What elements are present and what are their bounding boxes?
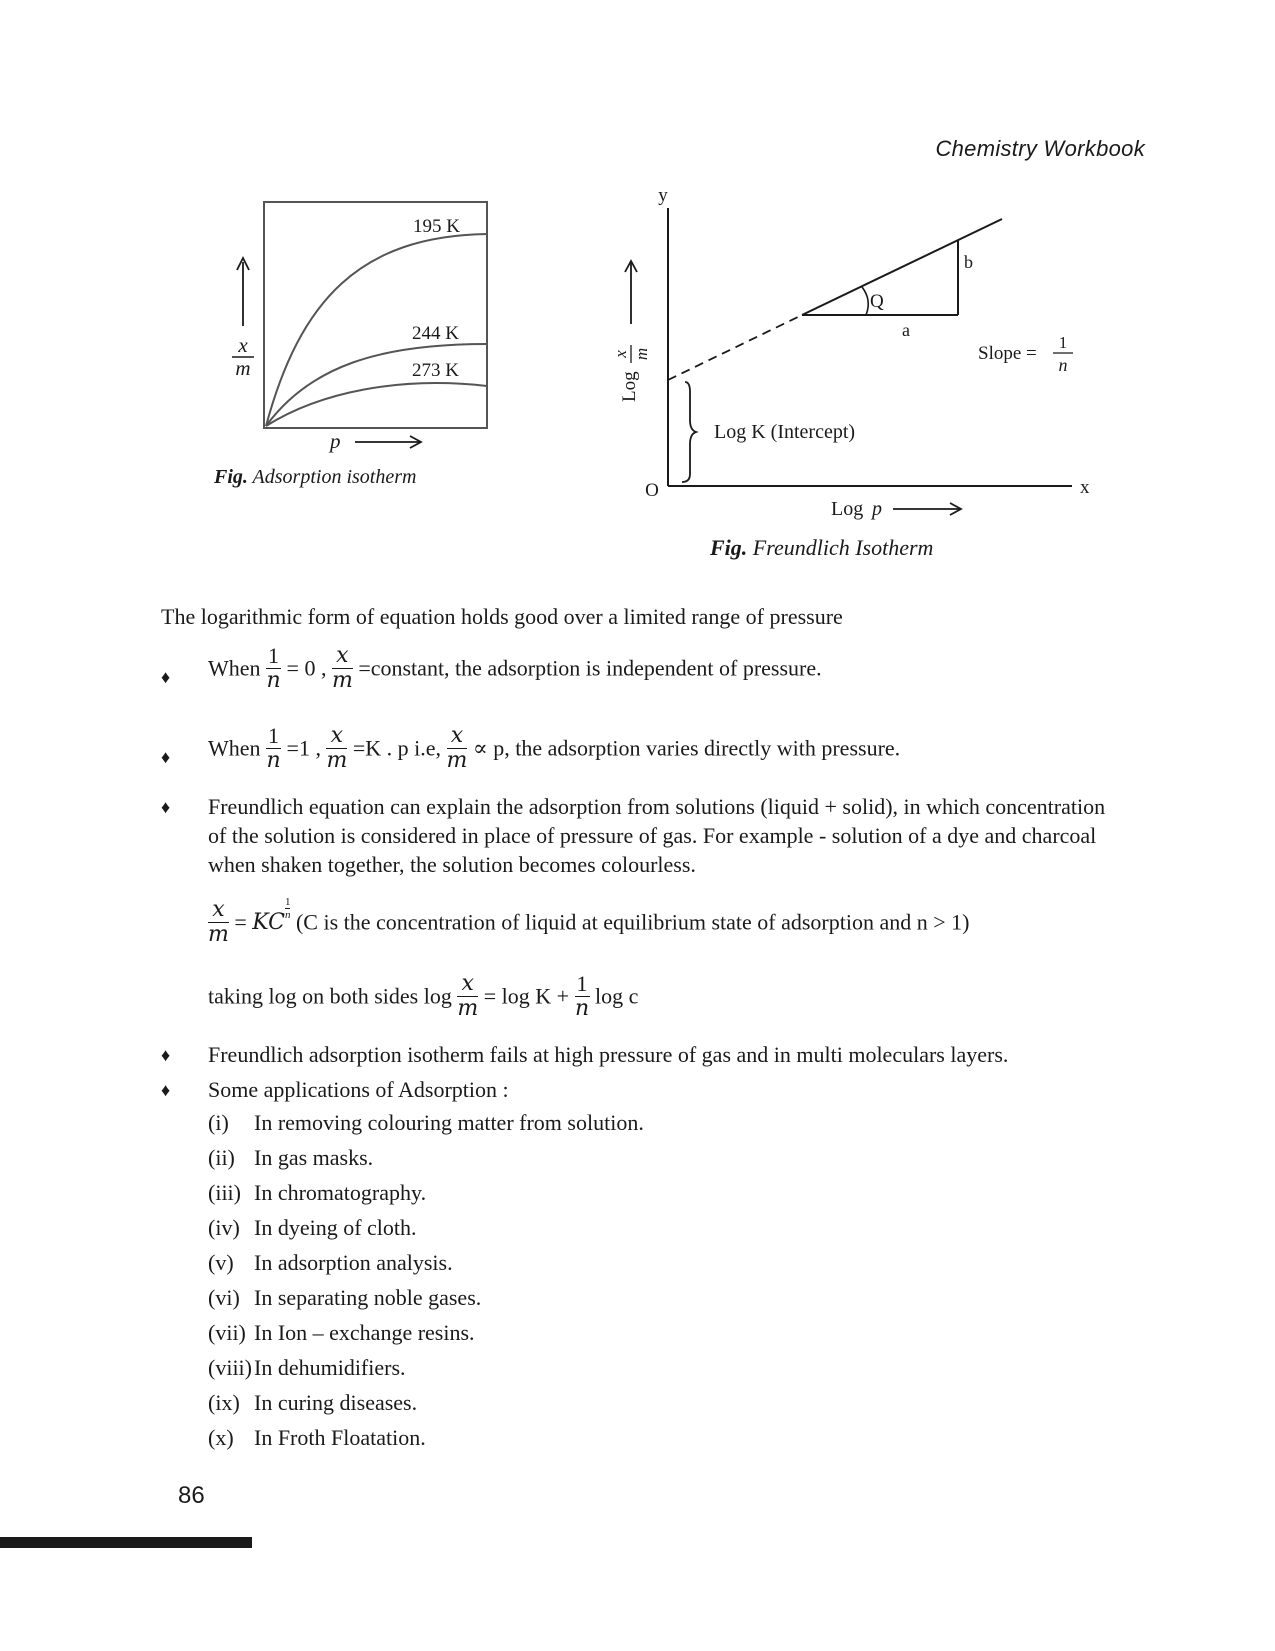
list-item: (iv) In dyeing of cloth.: [208, 1215, 417, 1240]
bullet-5: Some applications of Adsorption :: [208, 1077, 509, 1102]
figure2-caption-label: Fig.: [710, 535, 748, 560]
footer-bar: [0, 1537, 252, 1548]
y-label-prefix: Log: [619, 371, 640, 402]
angle-label: Q: [870, 291, 884, 312]
curve-label-273k: 273 K: [412, 360, 459, 381]
list-item: (vii) In Ion – exchange resins.: [208, 1320, 475, 1345]
bullet-1-when: When: [208, 655, 261, 681]
curve-label-244k: 244 K: [412, 323, 459, 344]
fraction: $\frac{x}{m}$: [331, 643, 353, 693]
slope-numerator: 1: [1058, 333, 1068, 352]
list-item: (i) In removing colouring matter from solution.: [208, 1110, 644, 1135]
figures-canvas: [0, 0, 1275, 600]
list-item: (ix) In curing diseases.: [208, 1390, 418, 1415]
axis-x-letter: x: [1080, 477, 1090, 498]
equals-sign: =: [234, 909, 247, 935]
figure1-caption-label: Fig.: [214, 466, 248, 488]
list-item: (v) In adsorption analysis.: [208, 1250, 453, 1275]
side-b-label: b: [964, 252, 973, 272]
slope-label: Slope =: [978, 343, 1037, 364]
x-label-variable: p: [872, 498, 882, 520]
bullet-3-line: when shaken together, the solution becomes colourless.: [208, 852, 696, 877]
angle-arc: [862, 287, 868, 315]
equation-text: =K . p i.e,: [352, 735, 441, 761]
bullet-icon: ♦: [161, 797, 171, 817]
bullet-icon: ♦: [161, 1080, 171, 1100]
equation-text: = 0 ,: [286, 655, 327, 681]
bullet-3-line: of the solution is considered in place of pressure of gas. For example - solution of a dye and charcoal: [208, 823, 1097, 848]
bullet-2-text: ∝ p, the adsorption varies directly with pressure.: [472, 735, 901, 761]
fraction: $\frac{1}{n}$: [266, 643, 281, 693]
bullet-1-text: =constant, the adsorption is independent of pressure.: [358, 655, 822, 681]
bullet-2: [208, 724, 900, 773]
bullet-4: Freundlich adsorption isotherm fails at high pressure of gas and in multi moleculars layers.: [208, 1042, 1009, 1067]
figure2-caption-text: Freundlich Isotherm: [752, 535, 934, 560]
y-axis-label-group: [611, 261, 651, 402]
equation-text: =1 ,: [286, 735, 321, 761]
curve-273k: [266, 383, 487, 426]
x-label: p: [330, 429, 341, 453]
freundlich-isotherm-figure: [611, 185, 1090, 520]
figure1-caption: [214, 466, 416, 489]
exponent-fraction: $\frac{1}{n}$: [284, 896, 291, 921]
intercept-label: Log K (Intercept): [714, 421, 856, 443]
intercept-brace: [682, 382, 696, 482]
applications-list: [208, 1110, 908, 1460]
fraction: $\frac{x}{m}$: [208, 897, 229, 947]
adsorption-isotherm-figure: [232, 202, 487, 453]
equation-log-form: [208, 972, 638, 1021]
bullet-2-when: When: [208, 735, 261, 761]
slope-denominator: n: [1058, 355, 1068, 375]
fraction: $\frac{x}{m}$: [446, 723, 468, 773]
bullet-3-line: Freundlich equation can explain the adsorption from solutions (liquid + solid), in which concentration: [208, 794, 1106, 819]
fraction: $\frac{1}{n}$: [266, 723, 281, 773]
bullet-icon: ♦: [161, 1045, 171, 1065]
y-label-denominator: m: [632, 347, 651, 361]
axis-y-letter: y: [658, 185, 668, 206]
list-item: (x) In Froth Floatation.: [208, 1425, 426, 1450]
y-label-numerator: x: [611, 350, 630, 358]
figure1-caption-text: Adsorption isotherm: [252, 466, 417, 488]
equation-2-prefix: taking log on both sides log: [208, 983, 452, 1009]
curve-label-195k: 195 K: [413, 216, 460, 237]
y-label-denominator: m: [235, 356, 251, 380]
bullet-icon: ♦: [161, 747, 171, 767]
equation-text: = log K +: [483, 983, 570, 1009]
list-item: (viii) In dehumidifiers.: [208, 1355, 406, 1380]
page-number: 86: [178, 1482, 205, 1509]
fraction: $\frac{x}{m}$: [457, 971, 479, 1021]
extrapolated-dashed-line: [668, 315, 802, 380]
bullet-icon: ♦: [161, 667, 171, 687]
equation-1-text: (C is the concentration of liquid at equilibrium state of adsorption and n > 1): [295, 909, 970, 935]
origin-letter: O: [645, 480, 659, 501]
kc-symbol: KC: [252, 910, 285, 935]
curve-244k: [266, 344, 487, 426]
y-label-numerator: x: [238, 333, 248, 357]
equation-2-suffix: log c: [595, 983, 639, 1009]
intro-paragraph: The logarithmic form of equation holds good over a limited range of pressure: [161, 604, 843, 629]
bullet-3: [208, 792, 1105, 879]
equation-freundlich-solution: [208, 898, 969, 947]
x-label-prefix: Log: [831, 498, 864, 520]
fraction: $\frac{1}{n}$: [574, 971, 590, 1021]
fraction: $\frac{x}{m}$: [326, 723, 348, 773]
page-header-title: Chemistry Workbook: [935, 136, 1145, 161]
side-a-label: a: [902, 320, 910, 340]
list-item: (iii) In chromatography.: [208, 1180, 427, 1205]
bullet-1: [208, 644, 822, 693]
list-item: (vi) In separating noble gases.: [208, 1285, 482, 1310]
list-item: (ii) In gas masks.: [208, 1145, 374, 1170]
figure2-caption: [710, 535, 933, 561]
